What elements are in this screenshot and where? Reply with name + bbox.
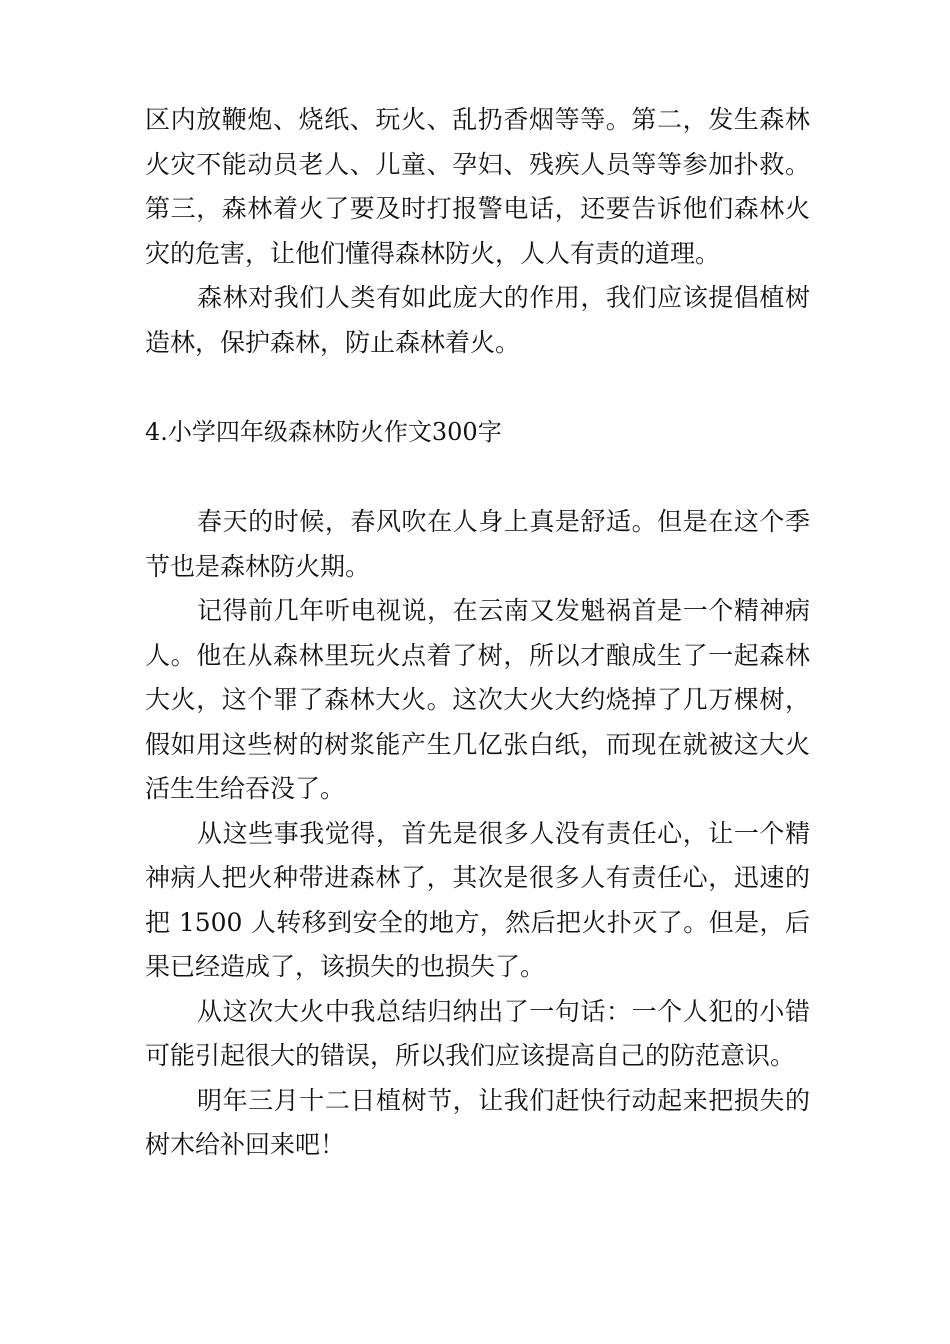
paragraph: 从这次大火中我总结归纳出了一句话：一个人犯的小错可能引起很大的错误，所以我们应该提高自己的防范意识。 xyxy=(145,996,810,1070)
document-body xyxy=(145,98,810,1168)
paragraph: 明年三月十二日植树节，让我们赶快行动起来把损失的树木给补回来吧！ xyxy=(145,1085,810,1159)
paragraph-conclusion: 森林对我们人类有如此庞大的作用，我们应该提倡植树造林，保护森林，防止森林着火。 xyxy=(145,283,810,357)
spacer xyxy=(145,454,810,500)
section-heading: 4.小学四年级森林防火作文300字 xyxy=(145,418,502,446)
paragraph: 记得前几年听电视说，在云南又发魁祸首是一个精神病人。他在从森林里玩火点着了树，所以才酿成生了一起森林大火，这个罪了森林大火。这次大火大约烧掉了几万棵树，假如用这些树的树浆能产生几亿张白纸，而现在就被这大火活生生给吞没了。 xyxy=(145,596,810,803)
paragraph: 春天的时候，春风吹在人身上真是舒适。但是在这个季节也是森林防火期。 xyxy=(145,507,810,581)
paragraph-continued: 区内放鞭炮、烧纸、玩火、乱扔香烟等等。第二，发生森林火灾不能动员老人、儿童、孕妇、残疾人员等等参加扑救。第三，森林着火了要及时打报警电话，还要告诉他们森林火灾的危害，让他们懂得森林防火，人人有责的道理。 xyxy=(145,105,810,268)
paragraph: 从这些事我觉得，首先是很多人没有责任心，让一个精神病人把火种带进森林了，其次是很多人有责任心，迅速的把 1500 人转移到安全的地方，然后把火扑灭了。但是，后果已经造成了，该损失的也损失了。 xyxy=(145,818,810,981)
spacer xyxy=(145,365,810,410)
